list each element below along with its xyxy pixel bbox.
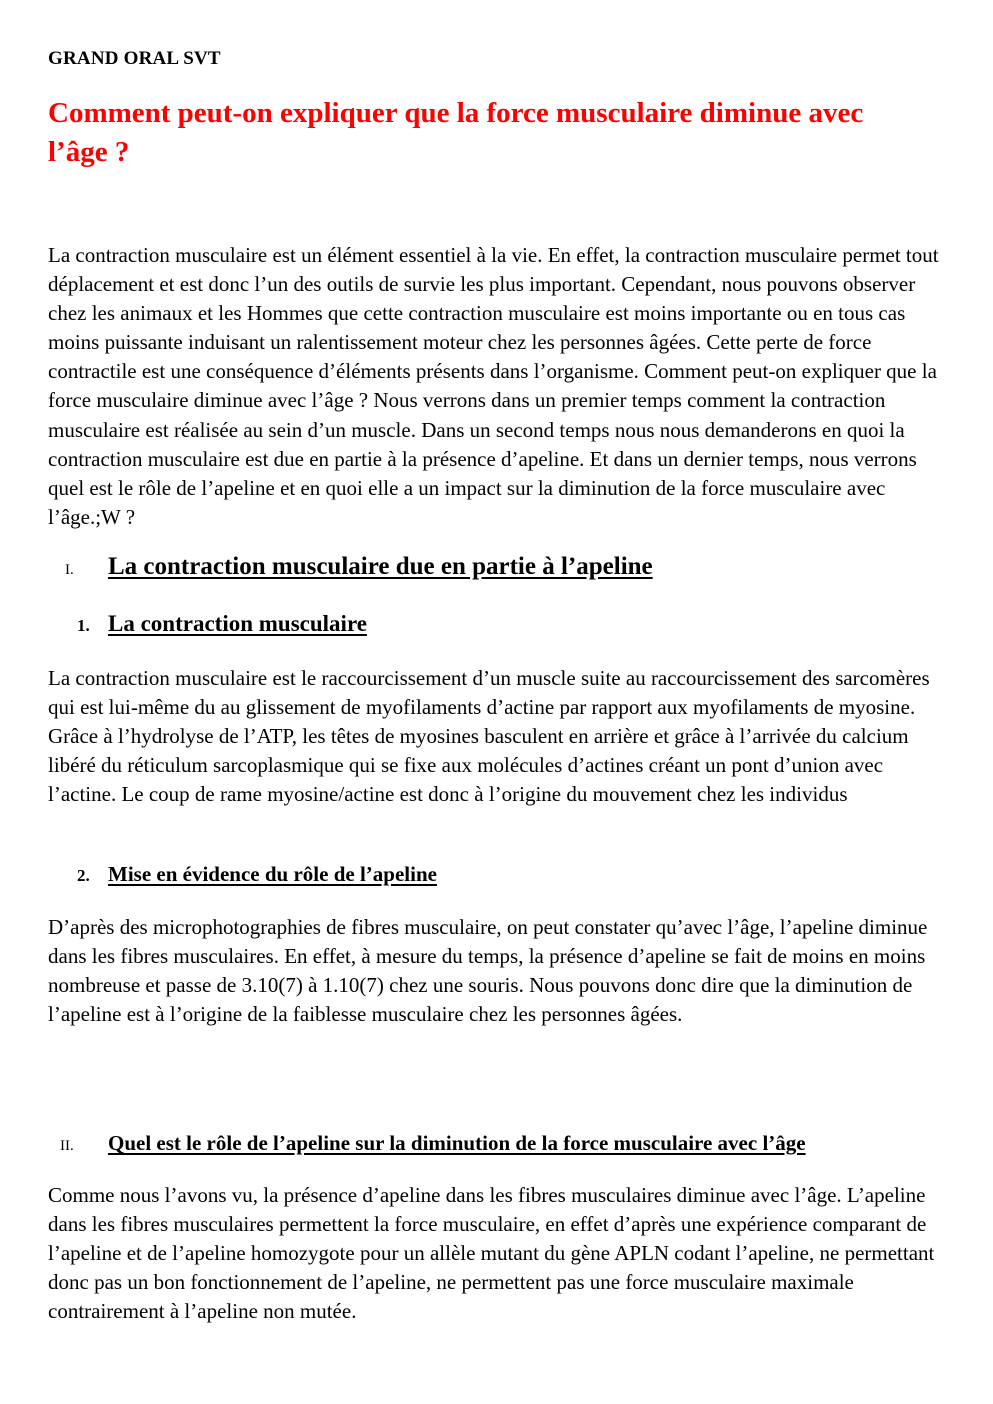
section-1-heading — [48, 553, 653, 581]
subsection-1-title: La contraction musculaire — [108, 611, 367, 636]
subsection-2-number: 2. — [77, 866, 90, 885]
document-header-label: GRAND ORAL SVT — [48, 48, 221, 69]
intro-paragraph: La contraction musculaire est un élément essentiel à la vie. En effet, la contraction musculaire permet tout déplacement et est donc l’un des outils de survie les plus important. Cependant, nous pouvons observer chez les animaux et les Hommes que cette contraction musculaire est moins importante ou en tous cas moins puissante induisant un ralentissement moteur chez les personnes âgées. Cette perte de force contractile est une conséquence d’éléments présents dans l’organisme. Comment peut-on expliquer que la force musculaire diminue avec l’âge ? Nous verrons dans un premier temps comment la contraction musculaire est réalisée au sein d’un muscle. Dans un second temps nous nous demanderons en quoi la contraction musculaire est due en partie à la présence d’apeline. Et dans un dernier temps, nous verrons quel est le rôle de l’apeline et en quoi elle a un impact sur la diminution de la force musculaire avec l’âge.;W ? — [48, 243, 939, 529]
subsection-2-paragraph: D’après des microphotographies de fibres musculaire, on peut constater qu’avec l’âge, l’apeline diminue dans les fibres musculaires. En effet, à mesure du temps, la présence d’apeline se fait de moins en moins nombreuse et passe de 3.10(7) à 1.10(7) chez une souris. Nous pouvons donc dire que la diminution de l’apeline est à l’origine de la faiblesse musculaire chez les personnes âgées. — [48, 915, 928, 1027]
subsection-1-paragraph: La contraction musculaire est le raccourcissement d’un muscle suite au raccourcissement des sarcomères qui est lui-même du au glissement de myofilaments d’actine par rapport aux myofilaments de myosine. Grâce à l’hydrolyse de l’ATP, les têtes de myosines basculent en arrière et grâce à l’arrivée du calcium libéré du réticulum sarcoplasmique qui se fixe aux molécules d’actines créant un pont d’union avec l’actine. Le coup de rame myosine/actine est donc à l’origine du mouvement chez les individus — [48, 666, 930, 807]
section-2-heading — [48, 1131, 806, 1156]
subsection-1-heading — [48, 611, 367, 637]
document-title: Comment peut-on expliquer que la force musculaire diminue avec l’âge ? — [48, 97, 864, 168]
subsection-2-title: Mise en évidence du rôle de l’apeline — [108, 862, 437, 886]
section-2-title: Quel est le rôle de l’apeline sur la diminution de la force musculaire avec l’âge — [108, 1131, 806, 1155]
section-2-number: II. — [60, 1138, 74, 1154]
section-1-number: I. — [65, 562, 74, 578]
section-1-title: La contraction musculaire due en partie à l’apeline — [108, 553, 653, 580]
section-2-paragraph: Comme nous l’avons vu, la présence d’apeline dans les fibres musculaires diminue avec l’âge. L’apeline dans les fibres musculaires permettent la force musculaire, en effet d’après une expérience comparant de l’apeline et de l’apeline homozygote pour un allèle mutant du gène APLN codant l’apeline, ne permettant donc pas un bon fonctionnement de l’apeline, ne permettent pas une force musculaire maximale contrairement à l’apeline non mutée. — [48, 1183, 935, 1324]
subsection-2-heading — [48, 862, 437, 887]
subsection-1-number: 1. — [77, 616, 90, 635]
